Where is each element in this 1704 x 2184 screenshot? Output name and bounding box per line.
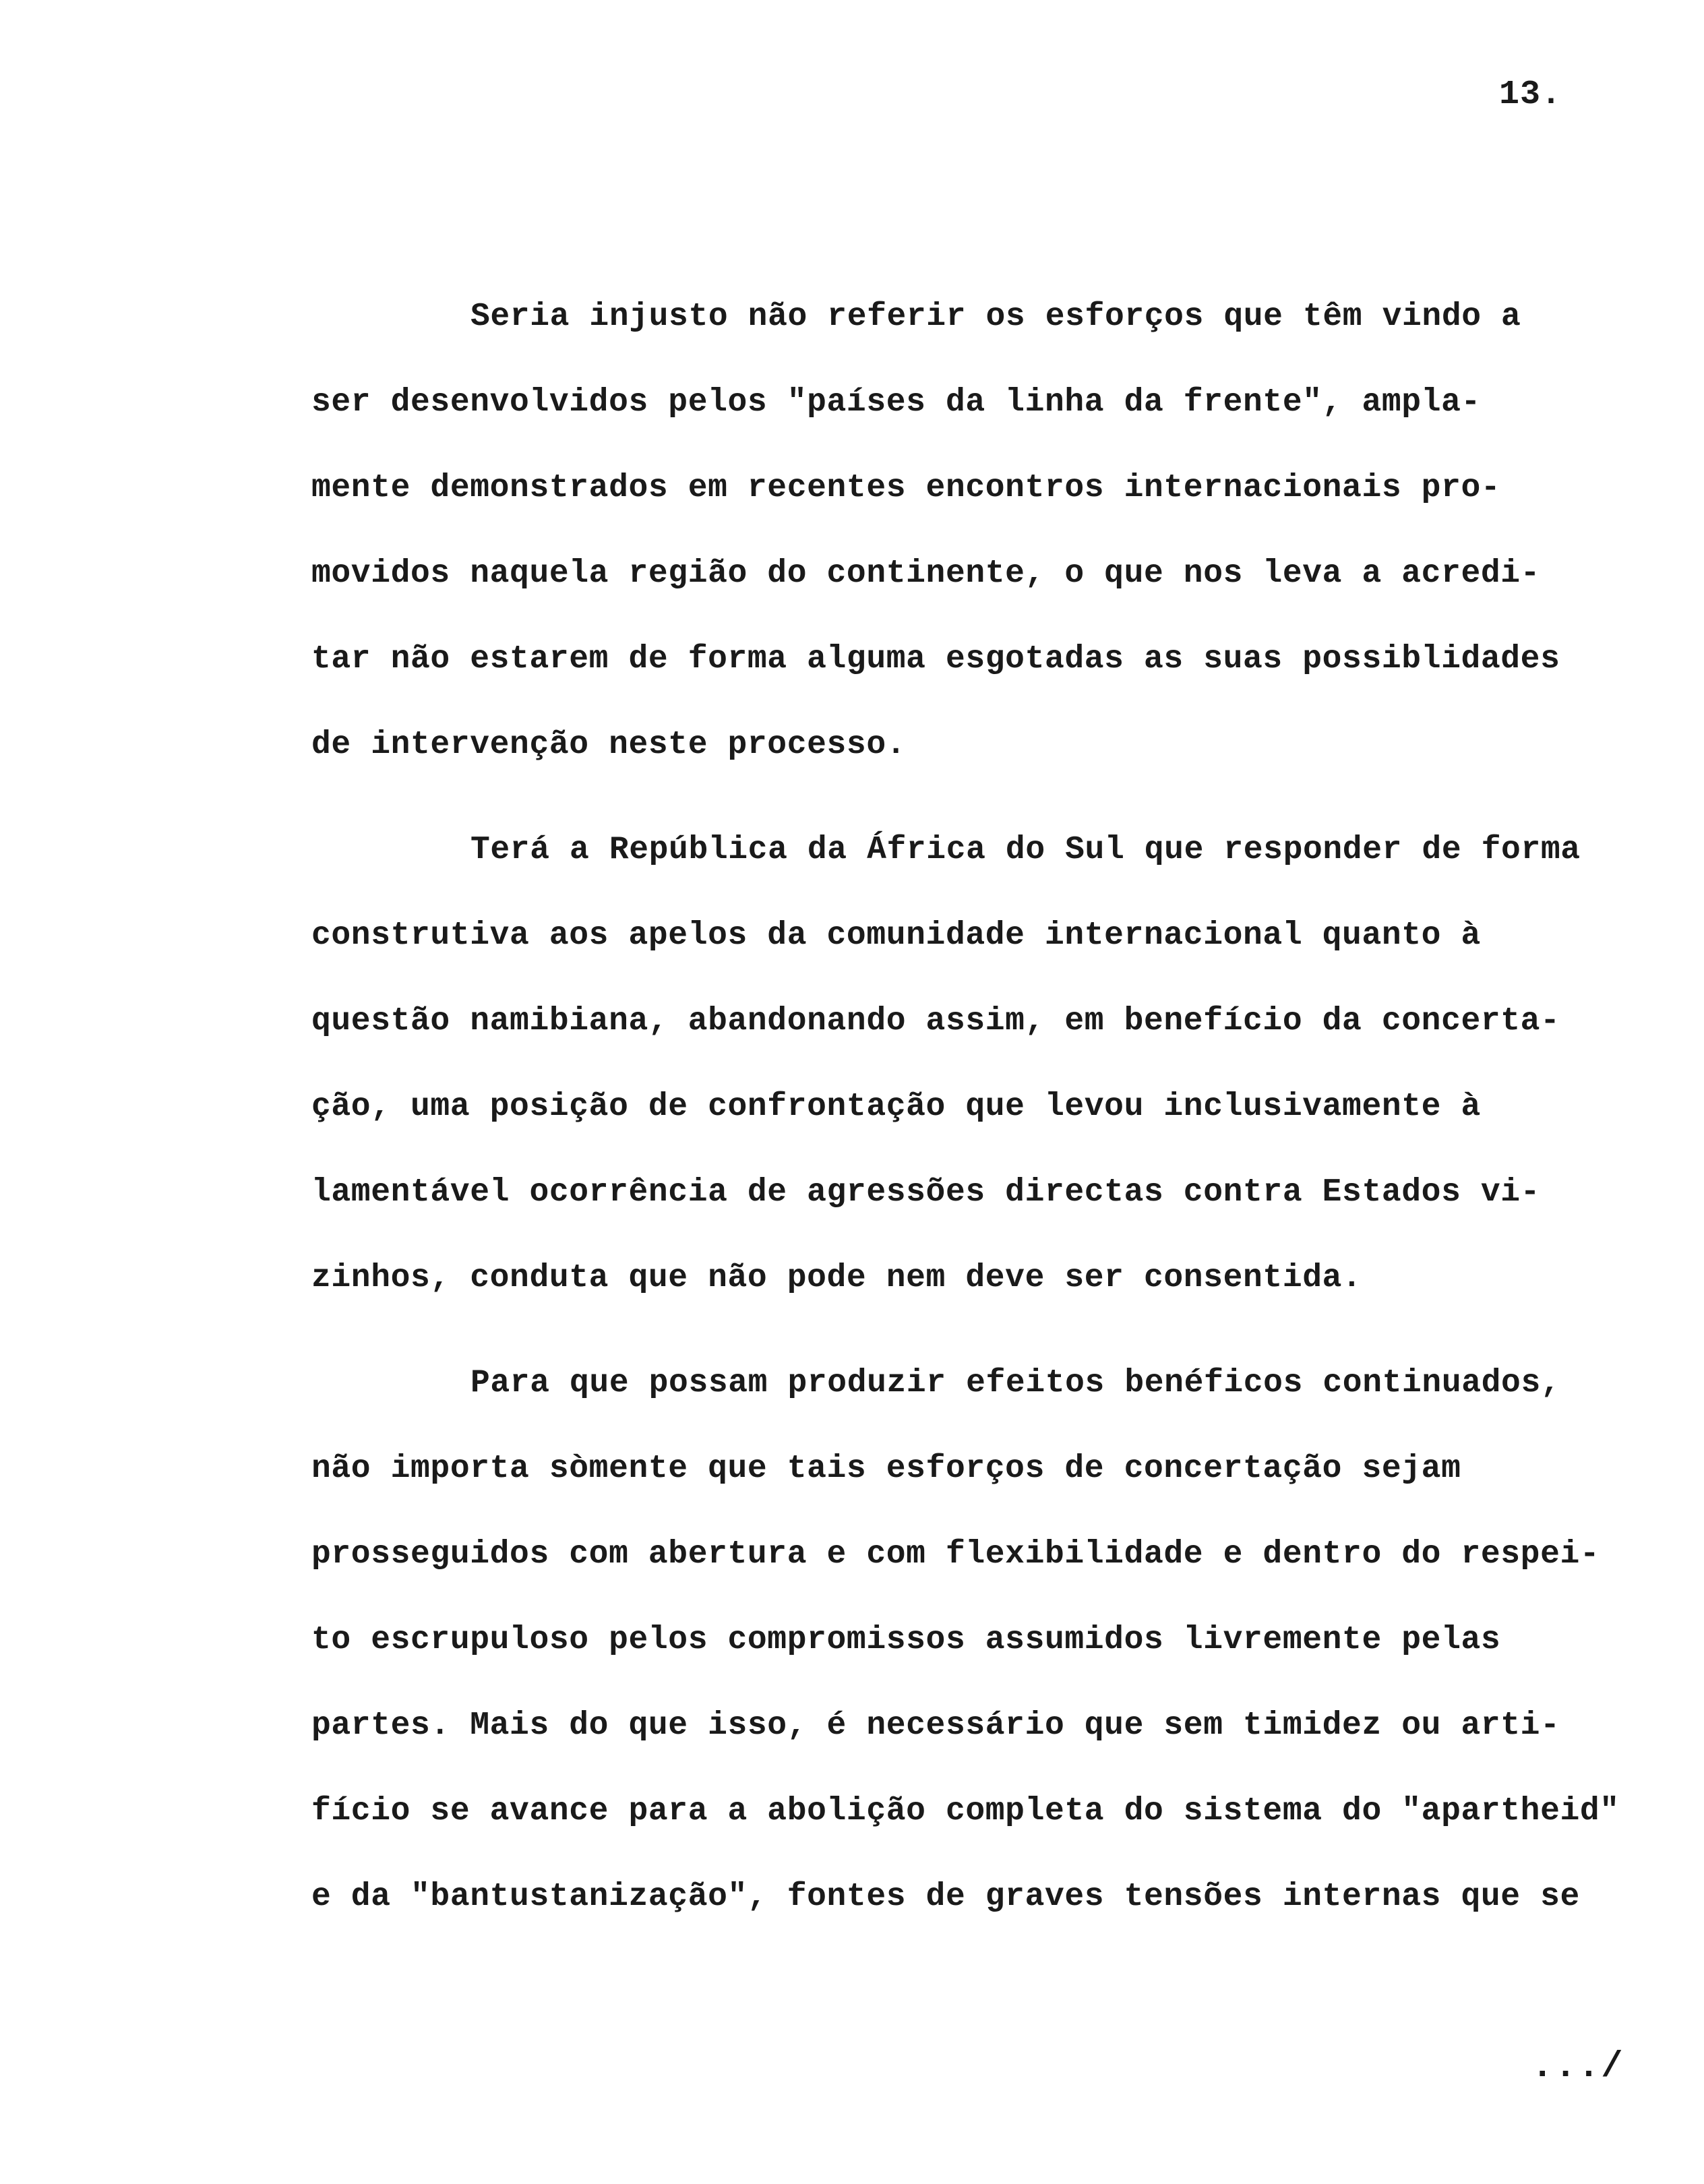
paragraph-1 xyxy=(311,290,1660,803)
text-line: construtiva aos apelos da comunidade internacional quanto à xyxy=(311,917,1481,954)
text-line: não importa sòmente que tais esforços de concertação sejam xyxy=(311,1451,1461,1487)
text-line: ser desenvolvidos pelos "países da linha da frente", ampla- xyxy=(311,384,1481,421)
text-line: questão namibiana, abandonando assim, em benefício da concerta- xyxy=(311,1003,1560,1039)
text-line: fício se avance para a abolição completa do sistema do "apartheid" xyxy=(311,1793,1620,1829)
text-line: zinhos, conduta que não pode nem deve ser consentida. xyxy=(311,1260,1362,1296)
continuation-mark: .../ xyxy=(1531,2046,1624,2088)
text-line: tar não estarem de forma alguma esgotadas as suas possiblidades xyxy=(311,641,1560,677)
page-number: 13. xyxy=(1499,75,1562,114)
paragraph-gap xyxy=(311,803,1660,823)
text-line: Terá a República da África do Sul que responder de forma xyxy=(470,832,1581,868)
text-line: partes. Mais do que isso, é necessário que sem timidez ou arti- xyxy=(311,1707,1560,1744)
text-line: e da "bantustanização", fontes de graves tensões internas que se xyxy=(311,1879,1580,1915)
text-line: prosseguidos com abertura e com flexibilidade e dentro do respei- xyxy=(311,1536,1600,1573)
text-line: lamentável ocorrência de agressões directas contra Estados vi- xyxy=(311,1174,1541,1211)
text-line: to escrupuloso pelos compromissos assumidos livremente pelas xyxy=(311,1622,1501,1658)
paragraph-2 xyxy=(311,823,1660,1337)
text-line: ção, uma posição de confrontação que levou inclusivamente à xyxy=(311,1089,1481,1125)
paragraph-3 xyxy=(311,1356,1660,1955)
paragraph-gap xyxy=(311,1337,1660,1356)
body-text xyxy=(311,290,1660,1955)
text-line: Para que possam produzir efeitos benéficos continuados, xyxy=(470,1365,1561,1401)
text-line: Seria injusto não referir os esforços que têm vindo a xyxy=(470,299,1521,335)
text-line: de intervenção neste processo. xyxy=(311,727,907,763)
text-line: movidos naquela região do continente, o que nos leva a acredi- xyxy=(311,555,1541,592)
text-line: mente demonstrados em recentes encontros internacionais pro- xyxy=(311,470,1501,506)
